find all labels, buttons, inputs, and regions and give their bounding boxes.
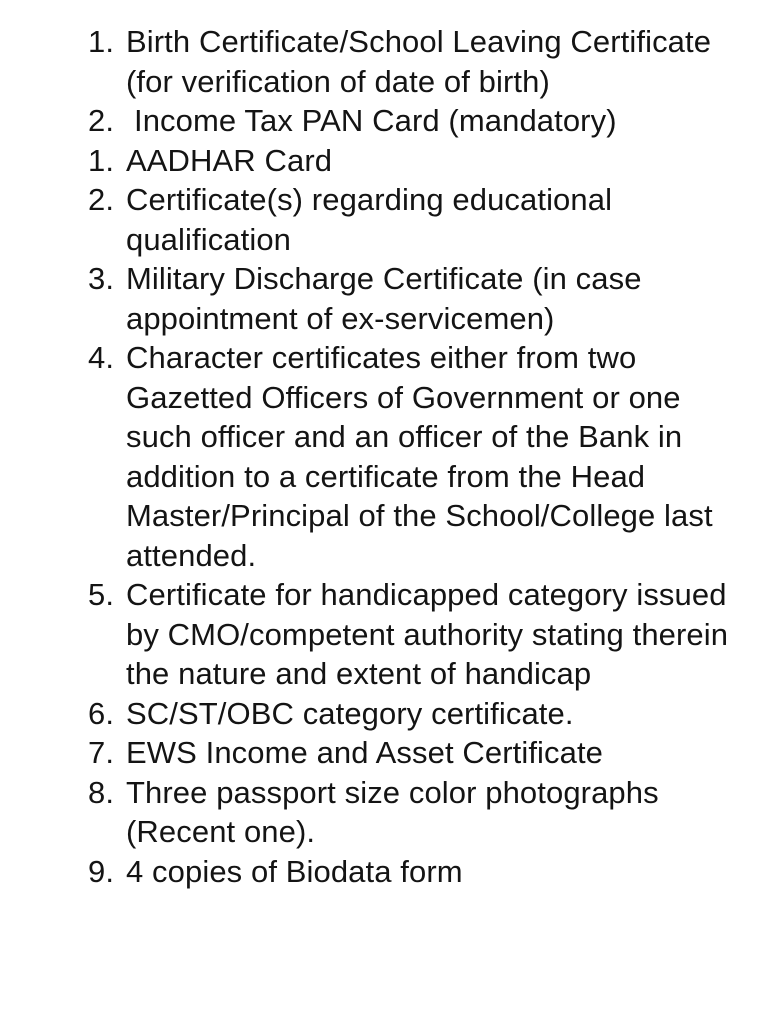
list-item xyxy=(0,733,768,773)
list-item-text: EWS Income and Asset Certificate xyxy=(126,735,604,770)
list-item xyxy=(0,694,768,734)
list-item-text: Certificate for handicapped category issued by CMO/competent authority stating therein the nature and extent of handicap xyxy=(126,577,729,691)
list-item-number: 2. xyxy=(88,182,115,217)
list-item-number: 8. xyxy=(88,774,115,810)
list-item-text: Character certificates either from two Gazetted Officers of Government or one such officer and an officer of the Bank in addition to a certificate from the Head Master/Principal of the School/College last attended. xyxy=(126,340,713,573)
list-item-number: 1. xyxy=(88,142,115,178)
list-item xyxy=(0,773,768,852)
list-item xyxy=(0,22,768,101)
list-item-text: Military Discharge Certificate (in case appointment of ex-servicemen) xyxy=(126,261,642,336)
list-item xyxy=(0,259,768,338)
list-item xyxy=(0,141,768,181)
list-item xyxy=(0,180,768,259)
list-item-number: 3. xyxy=(88,261,115,296)
list-item-text: 4 copies of Biodata form xyxy=(126,853,463,889)
mandatory-documents-list xyxy=(0,22,768,141)
list-item-text: Certificate(s) regarding educational qualification xyxy=(126,182,613,257)
list-item-number: 1. xyxy=(88,24,115,59)
list-item-number: 7. xyxy=(88,735,115,770)
list-item-number: 4. xyxy=(88,340,115,375)
list-item xyxy=(0,338,768,575)
list-item-number: 6. xyxy=(88,695,115,731)
list-item xyxy=(0,852,768,892)
list-item xyxy=(0,101,768,141)
list-item-text: Three passport size color photographs (Recent one). xyxy=(126,774,659,849)
list-item-number: 5. xyxy=(88,577,115,612)
document-page xyxy=(0,22,768,891)
list-item-number: 2. xyxy=(88,103,115,138)
list-item xyxy=(0,575,768,694)
list-item-text: AADHAR Card xyxy=(126,142,333,178)
required-documents-list xyxy=(0,141,768,892)
list-item-text: SC/ST/OBC category certificate. xyxy=(126,695,574,731)
list-item-text: Birth Certificate/School Leaving Certificate (for verification of date of birth) xyxy=(126,24,712,99)
list-item-text: Income Tax PAN Card (mandatory) xyxy=(134,103,617,138)
list-item-number: 9. xyxy=(88,853,115,889)
